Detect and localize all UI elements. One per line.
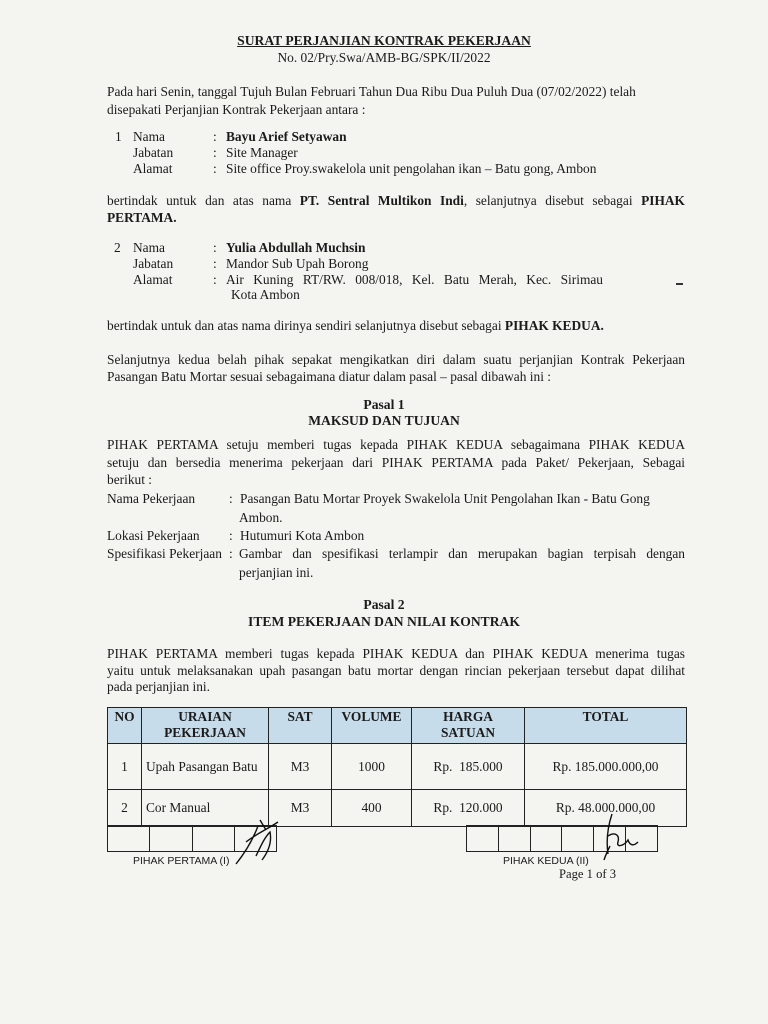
pasal2-line-3: pada perjanjian ini. bbox=[107, 679, 210, 694]
header-harga bbox=[412, 708, 525, 744]
party2-acting-line bbox=[107, 318, 604, 334]
colon: : bbox=[229, 491, 233, 506]
header-harga-line-1: HARGA bbox=[443, 709, 493, 724]
row-sat: M3 bbox=[269, 744, 332, 790]
pasal2-line-2: yaitu untuk melaksanakan upah pasangan batu mortar dengan rincian pekerjaan tersebut dapat dilihat bbox=[107, 663, 685, 678]
party1-acting-mid: , selanjutnya disebut sebagai bbox=[463, 193, 633, 208]
party1-number: 1 bbox=[115, 129, 122, 144]
spec-1: Gambar dan spesifikasi terlampir dan merupakan bagian terpisah dengan bbox=[239, 546, 685, 561]
spec-2: perjanjian ini. bbox=[239, 565, 314, 580]
party2-position: Mandor Sub Upah Borong bbox=[226, 256, 369, 271]
initial-signature-right bbox=[596, 810, 646, 864]
colon: : bbox=[229, 528, 233, 543]
header-uraian bbox=[142, 708, 269, 744]
colon: : bbox=[213, 161, 217, 176]
page-number: Page 1 of 3 bbox=[559, 867, 617, 881]
party2-acting: bertindak untuk dan atas nama dirinya sendiri selanjutnya disebut sebagai bbox=[107, 318, 502, 333]
row-harga bbox=[412, 790, 525, 827]
pasal2-title: ITEM PEKERJAAN DAN NILAI KONTRAK bbox=[248, 614, 520, 629]
row-total: Rp. 48.000.000,00 bbox=[525, 790, 687, 827]
signature-label-left: PIHAK PERTAMA (I) bbox=[133, 855, 230, 867]
signature-label-right: PIHAK KEDUA (II) bbox=[503, 855, 589, 867]
colon: : bbox=[213, 256, 217, 271]
job-name-1: Pasangan Batu Mortar Proyek Swakelola Unit Pengolahan Ikan - Batu Gong bbox=[240, 491, 650, 506]
stray-mark bbox=[676, 283, 683, 285]
colon: : bbox=[213, 145, 217, 160]
pasal2-line-1: PIHAK PERTAMA memberi tugas kepada PIHAK KEDUA dan PIHAK KEDUA menerima tugas bbox=[107, 646, 685, 661]
colon: : bbox=[213, 240, 217, 255]
party1-name: Bayu Arief Setyawan bbox=[226, 129, 347, 144]
contract-items-table bbox=[107, 707, 687, 827]
row-harga-value: 185.000 bbox=[459, 758, 503, 774]
party1-role-b: PERTAMA. bbox=[107, 210, 177, 225]
row-harga-currency: Rp. bbox=[433, 758, 453, 774]
colon: : bbox=[229, 546, 233, 561]
party2-label-address: Alamat bbox=[133, 272, 173, 287]
row-no: 2 bbox=[108, 790, 142, 827]
party1-acting-pre: bertindak untuk dan atas nama bbox=[107, 193, 292, 208]
party1-company: PT. Sentral Multikon Indi bbox=[299, 193, 464, 208]
party2-address-1 bbox=[226, 272, 603, 288]
party2-role: PIHAK KEDUA. bbox=[504, 318, 604, 333]
intro-line-1: Pada hari Senin, tanggal Tujuh Bulan Februari Tahun Dua Ribu Dua Puluh Dua (07/02/2022) telah bbox=[107, 84, 636, 99]
party1-label-position: Jabatan bbox=[133, 145, 174, 160]
row-volume: 400 bbox=[332, 790, 412, 827]
party2-address-text: Air Kuning RT/RW. 008/018, Kel. Batu Merah, Kec. Sirimau bbox=[226, 272, 603, 287]
header-uraian-line-1: URAIAN bbox=[178, 709, 232, 724]
pasal1-title: MAKSUD DAN TUJUAN bbox=[308, 413, 460, 428]
party1-role-a: PIHAK bbox=[641, 193, 685, 208]
pasal1-line-1: PIHAK PERTAMA setuju memberi tugas kepada PIHAK KEDUA sebagaimana PIHAK KEDUA bbox=[107, 437, 685, 452]
row-volume: 1000 bbox=[332, 744, 412, 790]
row-total: Rp. 185.000.000,00 bbox=[525, 744, 687, 790]
header-uraian-line-2: PEKERJAAN bbox=[164, 725, 246, 740]
party1-label-address: Alamat bbox=[133, 161, 173, 176]
row-uraian: Upah Pasangan Batu bbox=[142, 744, 269, 790]
row-harga-value: 120.000 bbox=[459, 800, 503, 815]
header-harga-line-2: SATUAN bbox=[440, 725, 496, 740]
header-total: TOTAL bbox=[525, 708, 687, 744]
document-number: No. 02/Pry.Swa/AMB-BG/SPK/II/2022 bbox=[277, 50, 491, 65]
table-header-row bbox=[108, 708, 687, 744]
document-title: SURAT PERJANJIAN KONTRAK PEKERJAAN bbox=[237, 33, 531, 48]
job-name-label: Nama Pekerjaan bbox=[107, 491, 196, 506]
party2-name: Yulia Abdullah Muchsin bbox=[226, 240, 366, 255]
colon: : bbox=[213, 129, 217, 144]
party1-position: Site Manager bbox=[226, 145, 298, 160]
location-label: Lokasi Pekerjaan bbox=[107, 528, 200, 543]
pasal1-number: Pasal 1 bbox=[363, 397, 405, 412]
intro-line-2: disepakati Perjanjian Kontrak Pekerjaan antara : bbox=[107, 102, 366, 117]
row-no: 1 bbox=[108, 744, 142, 790]
party1-acting-line bbox=[107, 192, 685, 210]
colon: : bbox=[213, 272, 217, 287]
party2-address-2: Kota Ambon bbox=[231, 287, 300, 302]
row-harga-currency: Rp. bbox=[433, 800, 453, 815]
party2-label-position: Jabatan bbox=[133, 256, 174, 271]
job-name-2: Ambon. bbox=[239, 510, 283, 525]
pasal1-line-2: setuju dan bersedia menerima pekerjaan dari PIHAK PERTAMA pada Paket/ Pekerjaan, Sebagai bbox=[107, 455, 685, 470]
initial-signature-left bbox=[226, 812, 288, 872]
agreement-line-2: Pasangan Batu Mortar sesuai sebagaimana diatur dalam pasal – pasal dibawah ini : bbox=[107, 369, 551, 384]
spec-label: Spesifikasi Pekerjaan bbox=[107, 546, 222, 561]
party1-label-name: Nama bbox=[133, 129, 165, 144]
header-no: NO bbox=[108, 708, 142, 744]
header-sat: SAT bbox=[269, 708, 332, 744]
pasal1-line-3: berikut : bbox=[107, 472, 152, 487]
row-sat: M3 bbox=[269, 790, 332, 827]
row-harga bbox=[412, 744, 525, 790]
header-volume: VOLUME bbox=[332, 708, 412, 744]
party2-label-name: Nama bbox=[133, 240, 165, 255]
table-row bbox=[108, 744, 687, 790]
agreement-line-1: Selanjutnya kedua belah pihak sepakat mengikatkan diri dalam suatu perjanjian Kontrak Pekerjaan bbox=[107, 352, 685, 367]
pasal2-number: Pasal 2 bbox=[363, 597, 405, 612]
row-uraian: Cor Manual bbox=[142, 790, 269, 827]
party1-address: Site office Proy.swakelola unit pengolahan ikan – Batu gong, Ambon bbox=[226, 161, 597, 176]
party2-number: 2 bbox=[114, 240, 121, 255]
location-value: Hutumuri Kota Ambon bbox=[240, 528, 365, 543]
